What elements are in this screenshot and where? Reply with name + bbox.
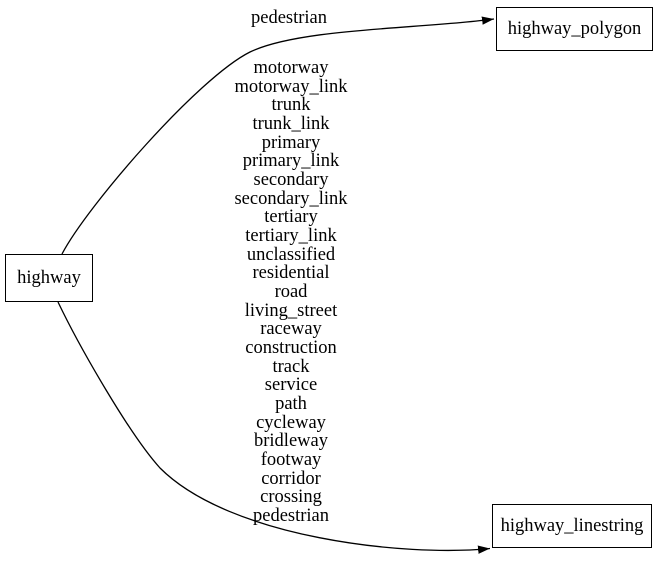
edge-label-line: bridleway (254, 431, 328, 452)
edge-label-line: cycleway (256, 412, 326, 433)
edge-label-line: raceway (260, 319, 322, 340)
edge-label-line: motorway_link (234, 76, 348, 97)
edge-label-line: living_street (244, 300, 338, 321)
node-highway: highway (5, 254, 93, 302)
edge-label-line: secondary (253, 170, 329, 191)
edge-label-line: tertiary (264, 207, 318, 228)
edge-label-line: tertiary_link (245, 226, 337, 247)
edge-label-line: trunk (271, 95, 311, 116)
node-highway-linestring: highway_linestring (492, 504, 652, 548)
edge-label-line: track (272, 356, 310, 377)
edge-label-line: primary (261, 132, 321, 153)
edge-label-line: road (274, 282, 308, 303)
edge-label-pedestrian: pedestrian (250, 8, 328, 28)
edge-label-line: corridor (261, 468, 321, 489)
edge-label-line: unclassified (246, 244, 336, 265)
edge-label-line: secondary_link (234, 188, 348, 209)
edge-label-line: trunk_link (252, 114, 330, 135)
edge-label-line: service (264, 375, 318, 396)
edge-label-highway-types (191, 59, 391, 526)
edge-label-line: path (275, 394, 307, 415)
edge-label-line: footway (260, 450, 322, 471)
node-highway-polygon: highway_polygon (496, 7, 653, 51)
edge-label-line: pedestrian (252, 506, 330, 527)
edge-label-line: crossing (260, 487, 322, 508)
edge-label-line: motorway (253, 58, 329, 78)
edge-label-line: construction (245, 338, 337, 359)
edge-label-line: residential (252, 263, 330, 284)
edge-label-line: primary_link (242, 151, 340, 172)
